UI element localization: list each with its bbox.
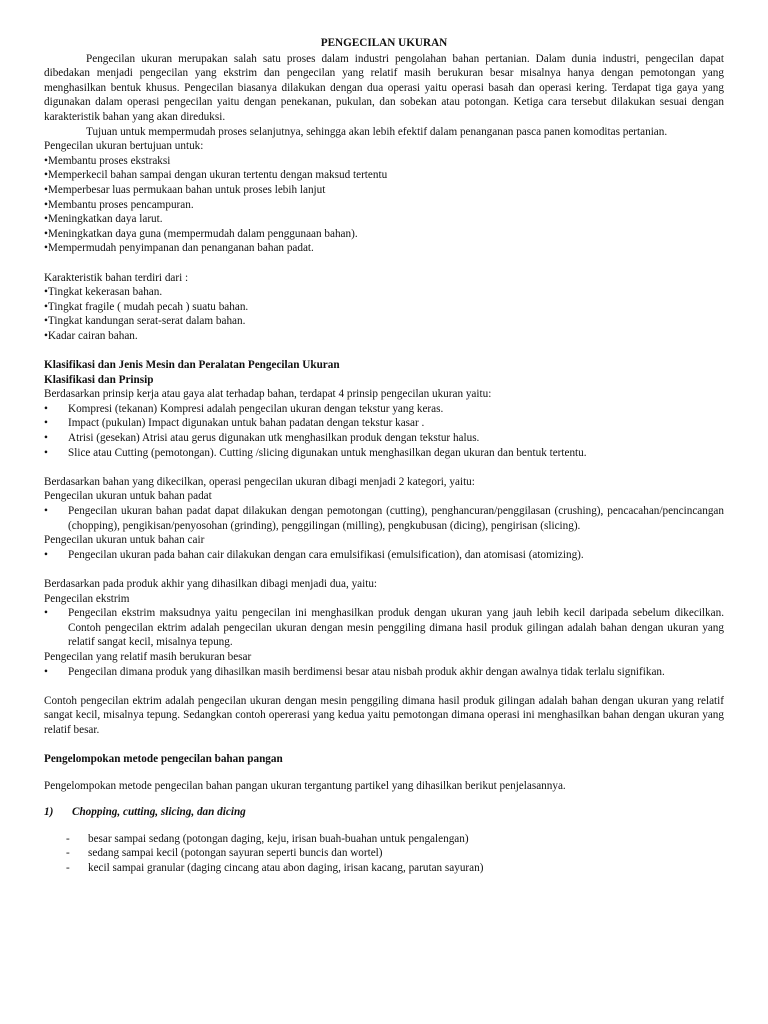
- list-item: • Meningkatkan daya guna (mempermudah dalam penggunaan bahan).: [44, 227, 724, 242]
- solid-label: Pengecilan ukuran untuk bahan padat: [44, 490, 212, 503]
- purpose-list: [44, 154, 724, 256]
- subheading-text: Chopping, cutting, slicing, dan dicing: [72, 806, 246, 819]
- characteristics-list: [44, 285, 724, 343]
- list-item: • Meningkatkan daya larut.: [44, 212, 724, 227]
- list-item: - besar sampai sedang (potongan daging, keju, irisan buah-buahan untuk pengalengan): [44, 832, 724, 847]
- purpose-intro: Pengecilan ukuran bertujuan untuk:: [44, 140, 204, 153]
- list-item: • Kadar cairan bahan.: [44, 329, 724, 344]
- list-item: • Membantu proses ekstraksi: [44, 154, 724, 169]
- relative-list: [44, 665, 724, 680]
- relative-label: Pengecilan yang relatif masih berukuran besar: [44, 650, 252, 663]
- principles-list: [44, 402, 724, 460]
- list-item: • Memperbesar luas permukaan bahan untuk proses lebih lanjut: [44, 183, 724, 198]
- list-item: • Pengecilan ukuran pada bahan cair dilakukan dengan cara emulsifikasi (emulsification), dan atomisasi (atomizing).: [44, 548, 724, 563]
- list-item: • Tingkat kandungan serat-serat dalam bahan.: [44, 314, 724, 329]
- example-paragraph: Contoh pengecilan ektrim adalah pengecilan ukuran dengan mesin penggiling dimana hasil produk gilingan adalah bahan dengan ukuran yang relatif sangat kecil, misalnya tepung. Sedangkan contoh opererasi yang kedua yaitu pemotongan dimana operasi ini menghasilkan bahan dengan ukuran yang relatif besar.: [44, 694, 724, 736]
- liquid-list: [44, 548, 724, 563]
- characteristics-intro: Karakteristik bahan terdiri dari :: [44, 271, 189, 284]
- list-item: - sedang sampai kecil (potongan sayuran seperti buncis dan wortel): [44, 846, 724, 861]
- list-item: • Pengecilan dimana produk yang dihasilkan masih berdimensi besar atau nisbah produk akhir dengan awalnya tidak terlalu signifikan.: [44, 665, 724, 680]
- list-item: • Membantu proses pencampuran.: [44, 198, 724, 213]
- list-item: • Pengecilan ukuran bahan padat dapat dilakukan dengan pemotongan (cutting), penghancuran/penggilasan (crushing), pencacahan/pencincangan (chopping), pengikisan/penyosohan (grinding), penggilingan (milling), pengkubusan (dicing), pengirisan (slicing).: [44, 504, 724, 533]
- size-list: [44, 832, 724, 876]
- extreme-label: Pengecilan ekstrim: [44, 592, 130, 605]
- list-item: • Tingkat kekerasan bahan.: [44, 285, 724, 300]
- product-intro: Berdasarkan pada produk akhir yang dihasilkan dibagi menjadi dua, yaitu:: [44, 577, 378, 590]
- solid-list: [44, 504, 724, 533]
- section-heading-pengelompokan: Pengelompokan metode pengecilan bahan pangan: [44, 753, 283, 766]
- extreme-list: [44, 606, 724, 650]
- list-item: • Atrisi (gesekan) Atrisi atau gerus digunakan utk menghasilkan produk dengan tekstur halus.: [44, 431, 724, 446]
- principles-intro: Berdasarkan prinsip kerja atau gaya alat terhadap bahan, terdapat 4 prinsip pengecilan ukuran yaitu:: [44, 388, 492, 401]
- liquid-label: Pengecilan ukuran untuk bahan cair: [44, 534, 205, 547]
- section-heading-klasifikasi: Klasifikasi dan Jenis Mesin dan Peralatan Pengecilan Ukuran: [44, 359, 340, 372]
- list-item: • Impact (pukulan) Impact digunakan untuk bahan padatan dengan tekstur kasar .: [44, 416, 724, 431]
- section-heading-prinsip: Klasifikasi dan Prinsip: [44, 373, 154, 386]
- document-page: [44, 36, 724, 876]
- grouping-paragraph: Pengelompokan metode pengecilan bahan pangan ukuran tergantung partikel yang dihasilkan berikut penjelasannya.: [44, 779, 566, 792]
- list-item: - kecil sampai granular (daging cincang atau abon daging, irisan kacang, parutan sayuran): [44, 861, 724, 876]
- list-item: • Pengecilan ekstrim maksudnya yaitu pengecilan ini menghasilkan produk dengan ukuran yang jauh lebih kecil daripada sebelum dikecilkan. Contoh pengecilan ektrim adalah pengecilan ukuran dengan mesin penggiling dimana hasil produk gilingan adalah bahan dengan ukuran yang relatif sangat kecil, misalnya tepung.: [44, 606, 724, 650]
- subheading-number: 1): [44, 806, 54, 819]
- list-item: • Mempermudah penyimpanan dan penanganan bahan padat.: [44, 241, 724, 256]
- intro-paragraph: Pengecilan ukuran merupakan salah satu proses dalam industri pengolahan bahan pertanian. Dalam dunia industri, pengecilan dapat dibedakan menjadi pengecilan yang ekstrim dan pengecilan yang relatif masih berukuran besar misalnya hanya dengan pemotongan yang menghasilkan bentuk khusus. Pengecilan biasanya dilakukan dengan dua operasi yaitu operasi basah dan operasi kering. Terdapat tiga gaya yang digunakan dalam operasi pengecilan yaitu dengan penekanan, pukulan, dan sobekan atau potongan. Ketiga cara tersebut dilakukan sesuai dengan karakteristik bahan yang akan direduksi.: [44, 52, 724, 123]
- list-item: • Slice atau Cutting (pemotongan). Cutting /slicing digunakan untuk menghasilkan degan ukuran dan bentuk tertentu.: [44, 446, 724, 461]
- subheading-chopping: [44, 805, 724, 820]
- list-item: • Kompresi (tekanan) Kompresi adalah pengecilan ukuran dengan tekstur yang keras.: [44, 402, 724, 417]
- material-intro: Berdasarkan bahan yang dikecilkan, operasi pengecilan ukuran dibagi menjadi 2 kategori, yaitu:: [44, 475, 475, 488]
- list-item: • Memperkecil bahan sampai dengan ukuran tertentu dengan maksud tertentu: [44, 168, 724, 183]
- list-item: • Tingkat fragile ( mudah pecah ) suatu bahan.: [44, 300, 724, 315]
- page-title: PENGECILAN UKURAN: [320, 37, 448, 49]
- intro-paragraph-2: Tujuan untuk mempermudah proses selanjutnya, sehingga akan lebih efektif dalam penanganan pasca panen komoditas pertanian.: [86, 125, 668, 138]
